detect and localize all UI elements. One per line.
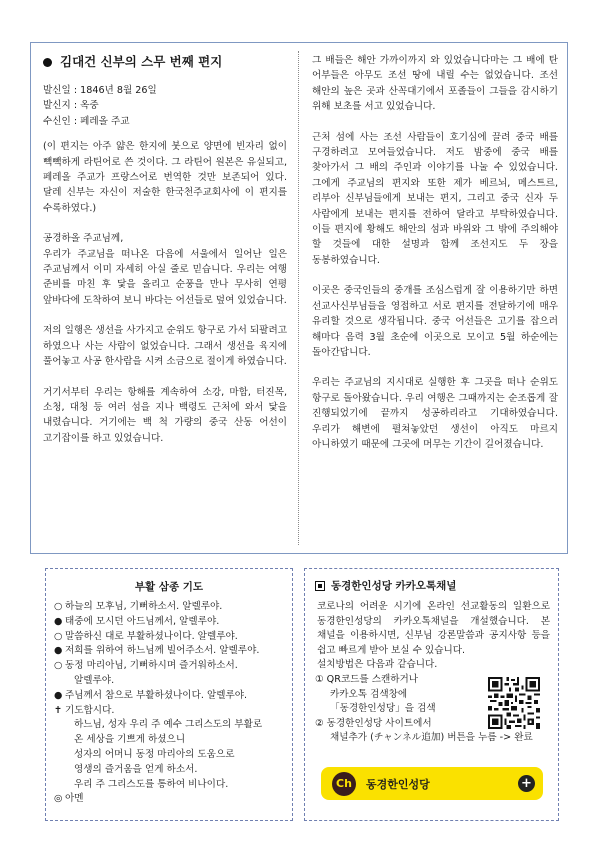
prayer-mark-icon: ◎ <box>54 793 63 805</box>
kakao-channel-name: 동경한인성당 <box>366 777 430 791</box>
prayer-mark-icon: ● <box>54 615 63 627</box>
prayer-mark-icon: ● <box>54 689 63 701</box>
prayer-mark-icon: ● <box>54 645 63 657</box>
prayer-line-text: 하느님, 성자 우리 주 예수 그리스도의 부활로 <box>74 719 263 731</box>
letter-paragraph: 공경하올 주교님께, 우리가 주교님을 떠나온 다음에 서울에서 일어난 일은 주교님께서 이미 자세히 아실 줄로 믿습니다. 우리는 여행 준비를 마친 후 닻을 올리고 순풍을 만나 무사히 연평 앞바다에 도착하여 보니 바다는 어선들로 덮여 있었습니다. <box>43 233 287 306</box>
square-bullet-icon <box>315 581 325 591</box>
letter-right-column <box>312 53 558 467</box>
letter-box <box>30 42 568 554</box>
prayer-line <box>54 689 284 704</box>
prayer-line-text: 우리 주 그리스도를 통하여 비나이다. <box>74 778 229 790</box>
kakao-step: 「동경한인성당」을 검색 <box>330 703 436 715</box>
letter-paragraph: 거기서부터 우리는 항해를 계속하여 소강, 마합, 터진목, 소청, 대청 등 여러 섬을 지나 백령도 근처에 와서 닻을 내렸습니다. 거기에는 백 척 가량의 중국 산동 어선이 고기잡이를 하고 있었습니다. <box>43 386 287 444</box>
prayer-line <box>54 659 284 674</box>
prayer-line <box>54 600 284 615</box>
prayer-line <box>54 763 284 778</box>
prayer-mark-icon: ○ <box>54 630 63 642</box>
prayer-line <box>54 748 284 763</box>
prayer-line-text: 온 세상을 기쁘게 하셨으니 <box>74 734 186 746</box>
prayer-mark-icon: ○ <box>54 601 63 612</box>
add-channel-plus-icon[interactable]: + <box>518 775 535 792</box>
kakao-title: 동경한인성당 카카오톡채널 <box>331 580 457 592</box>
prayer-line <box>54 733 284 748</box>
kakao-step: 카카오톡 검색창에 <box>330 688 408 700</box>
letter-paragraph: 그 배들은 해안 가까이까지 와 있었습니다마는 그 배에 탄 어부들은 아무도 조선 땅에 내릴 수는 없었습니다. 조선 해안의 높은 곳과 산꼭대기에서 포졸들이 그들을 감시하기 위해 보초를 서고 있었습니다. <box>312 55 558 113</box>
kakao-description <box>305 600 558 673</box>
prayer-line <box>54 718 284 733</box>
letter-paragraph: 근처 섬에 사는 조선 사람들이 호기심에 끌려 중국 배를 구경하려고 모여들었습니다. 저도 밤중에 중국 배를 찾아가서 그 배의 주인과 이야기를 나눌 수 있었습니다. 그에게 주교님의 편지와 또한 제가 베르뇌, 메스트르, 리부아 신부님들에게 보내는 편지, 그리고 중국 신자 두 사람에게 보내는 편지를 전하여 달라고 부탁하였습니다. 이들 편지에 황해도 해안의 섬과 바위와 그 밖에 주의해야 할 것들에 대한 설명과 함께 조선지도 두 장을 동봉하였습니다. <box>312 131 558 266</box>
prayer-line-text: 동정 마리아님, 기뻐하시며 즐거워하소서. <box>65 660 238 672</box>
letter-intro: (이 편지는 아주 얇은 한지에 붓으로 양면에 빈자리 없이 빽빽하게 라틴어로 쓴 것이다. 그 라틴어 원본은 유실되고, 페레올 주교가 프랑스어로 번역한 것만 보존되어 있다. 달레 신부는 자신이 저술한 한국천주교회사에 이 편지를 수록하였다.) <box>43 141 287 214</box>
letter-title-row <box>43 53 287 71</box>
prayer-line <box>54 615 284 630</box>
prayer-line-text: 성자의 어머니 동정 마리아의 도움으로 <box>74 748 235 760</box>
prayer-line-text: 아멘 <box>65 793 84 805</box>
prayer-lines <box>46 600 292 807</box>
prayer-line-text: 저희를 위하여 하느님께 빌어주소서. 알렐루야. <box>65 645 260 657</box>
prayer-line <box>54 674 284 689</box>
prayer-line-text: 주님께서 참으로 부활하셨나이다. 알렐루야. <box>65 689 248 701</box>
bullet-icon <box>43 58 52 67</box>
prayer-line <box>54 644 284 659</box>
column-divider <box>298 51 299 545</box>
prayer-line <box>54 778 284 793</box>
kakao-step: ② 동경한인성당 사이트에서 <box>315 717 432 729</box>
prayer-line-text: 말씀하신 대로 부활하셨나이다. 알렐루야. <box>65 630 238 642</box>
letter-recipient: 수신인 : 페레올 주교 <box>43 115 130 127</box>
letter-paragraph: 저의 일행은 생선을 사가지고 순위도 항구로 가서 되팔려고 하였으나 사는 사람이 없었습니다. 그래서 생선을 육지에 풀어놓고 사공 한사람을 시켜 소금으로 절이게 하였습니다. <box>43 325 287 368</box>
prayer-mark-icon: ○ <box>54 660 63 672</box>
qr-code-icon[interactable] <box>488 677 540 729</box>
prayer-line-text: 알렐루야. <box>74 674 115 686</box>
letter-title: 김대건 신부의 스무 번째 편지 <box>60 54 223 69</box>
kakao-box <box>304 568 559 821</box>
kakao-step: 채널추가 (チャンネル追加) 버튼을 누름 -> 완료 <box>330 732 533 744</box>
prayer-line-text: 태중에 모시던 아드님께서, 알렐루야. <box>65 615 220 627</box>
kakao-step: ① QR코드를 스캔하거나 <box>315 673 419 685</box>
prayer-line-text: 하늘의 모후님, 기뻐하소서. 알렐루야. <box>65 601 223 612</box>
prayer-mark-icon: ✝ <box>54 704 63 716</box>
letter-send-place: 발신지 : 옥중 <box>43 100 99 112</box>
kakao-channel-icon: Ch <box>332 772 356 796</box>
letter-left-column <box>43 53 287 461</box>
kakao-channel-banner[interactable] <box>321 767 543 800</box>
prayer-line <box>54 630 284 645</box>
prayer-box <box>45 568 293 821</box>
letter-paragraph: 이곳은 중국인들의 중개를 조심스럽게 잘 이용하기만 하면 선교사신부님들을 영접하고 서로 편지를 전달하기에 매우 유리할 것으로 생각됩니다. 중국 어선들은 고기를 잡으러 해마다 음력 3월 초순에 이곳으로 모이고 5월 하순에는 돌아간답니다. <box>312 285 558 358</box>
prayer-title: 부활 삼종 기도 <box>134 581 204 593</box>
kakao-title-row <box>315 578 558 593</box>
prayer-line <box>54 792 284 807</box>
prayer-line-text: 기도합시다. <box>65 704 115 716</box>
kakao-install-label: 설치방법은 다음과 같습니다. <box>317 659 438 671</box>
prayer-line <box>54 704 284 719</box>
letter-paragraph: 우리는 주교님의 지시대로 실행한 후 그곳을 떠나 순위도 항구로 돌아왔습니다. 우리 여행은 그때까지는 순조롭게 잘 진행되었기에 끝까지 성공하리라고 기대하였습니다. 우리가 해변에 펼쳐놓았던 생선이 아직도 마르지 아니하였기 때문에 그곳에 머무는 기간이 길어졌습니다. <box>312 377 558 450</box>
prayer-line-text: 영생의 즐거움을 얻게 하소서. <box>74 763 198 775</box>
letter-send-date: 발신일 : 1846년 8월 26일 <box>43 85 157 96</box>
kakao-body-text: 코로나의 어려운 시기에 온라인 선교활동의 일환으로 동경한인성당의 카카오톡채널을 개설했습니다. 본 채널을 이용하시면, 신부님 강론말씀과 공지사항 등을 쉽고 빠르게 받아 보실 수 있습니다. <box>317 601 550 656</box>
